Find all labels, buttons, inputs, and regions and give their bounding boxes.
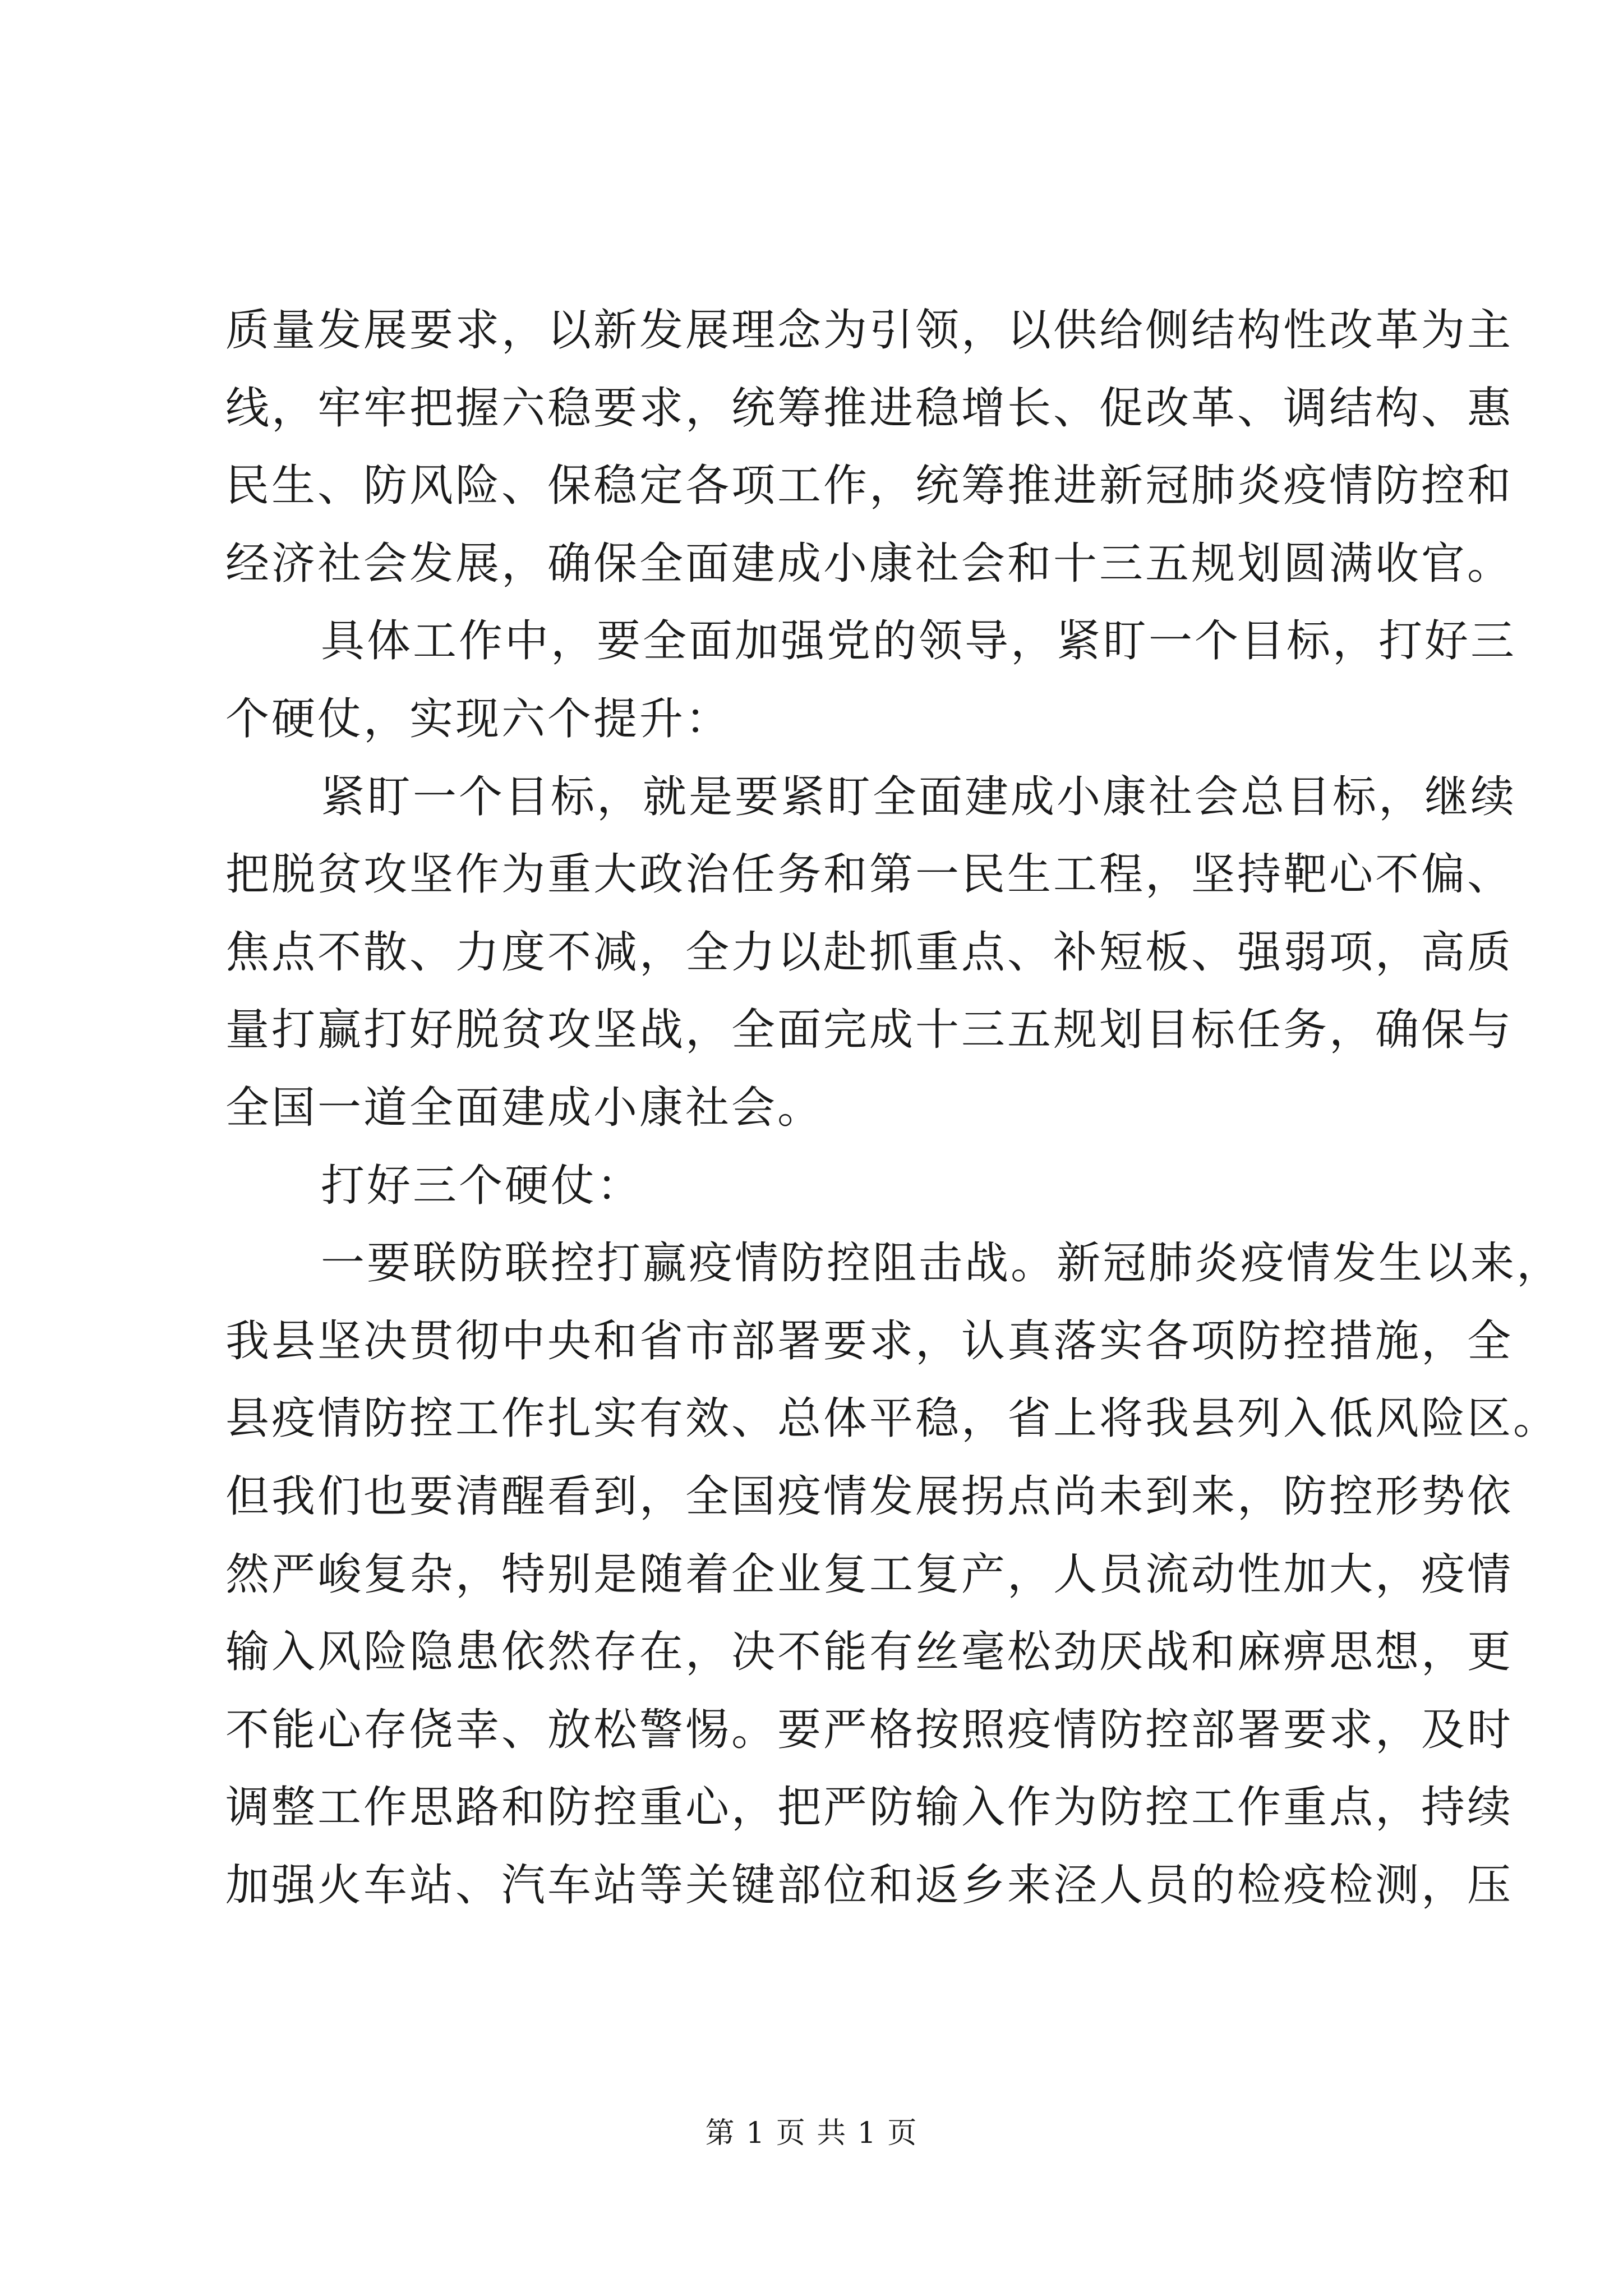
text-line: 个硬仗，实现六个提升： bbox=[225, 693, 732, 744]
text-line: 然严峻复杂，特别是随着企业复工复产，人员流动性加大，疫情 bbox=[225, 1549, 1514, 1600]
text-line: 具体工作中，要全面加强党的领导，紧盯一个目标，打好三 bbox=[321, 616, 1517, 667]
text-line: 紧盯一个目标，就是要紧盯全面建成小康社会总目标，继续 bbox=[321, 771, 1517, 822]
text-line: 不能心存侥幸、放松警惕。要严格按照疫情防控部署要求，及时 bbox=[225, 1704, 1514, 1755]
text-line: 打好三个硬仗： bbox=[321, 1160, 643, 1211]
page-number-label: 第 1 页 共 1 页 bbox=[705, 2116, 918, 2150]
body-text bbox=[225, 292, 1563, 1924]
page-footer bbox=[0, 2114, 1623, 2153]
text-line: 县疫情防控工作扎实有效、总体平稳，省上将我县列入低风险区。 bbox=[225, 1393, 1560, 1444]
text-line: 一要联防联控打赢疫情防控阻击战。新冠肺炎疫情发生以来， bbox=[321, 1238, 1563, 1289]
text-line: 民生、防风险、保稳定各项工作，统筹推进新冠肺炎疫情防控和 bbox=[225, 461, 1514, 512]
text-line: 把脱贫攻坚作为重大政治任务和第一民生工程，坚持靶心不偏、 bbox=[225, 849, 1514, 900]
text-line: 我县坚决贯彻中央和省市部署要求，认真落实各项防控措施，全 bbox=[225, 1315, 1514, 1366]
text-line: 全国一道全面建成小康社会。 bbox=[225, 1082, 824, 1133]
text-line: 经济社会发展，确保全面建成小康社会和十三五规划圆满收官。 bbox=[225, 538, 1514, 589]
text-line: 量打赢打好脱贫攻坚战，全面完成十三五规划目标任务，确保与 bbox=[225, 1005, 1514, 1056]
text-line: 质量发展要求，以新发展理念为引领，以供给侧结构性改革为主 bbox=[225, 305, 1514, 356]
text-line: 加强火车站、汽车站等关键部位和返乡来泾人员的检疫检测，压 bbox=[225, 1860, 1514, 1911]
text-line: 但我们也要清醒看到，全国疫情发展拐点尚未到来，防控形势依 bbox=[225, 1471, 1514, 1522]
text-line: 调整工作思路和防控重心，把严防输入作为防控工作重点，持续 bbox=[225, 1782, 1514, 1833]
text-line: 输入风险隐患依然存在，决不能有丝毫松劲厌战和麻痹思想，更 bbox=[225, 1627, 1514, 1678]
text-line: 焦点不散、力度不减，全力以赴抓重点、补短板、强弱项，高质 bbox=[225, 927, 1514, 978]
text-line: 线，牢牢把握六稳要求，统筹推进稳增长、促改革、调结构、惠 bbox=[225, 383, 1514, 434]
